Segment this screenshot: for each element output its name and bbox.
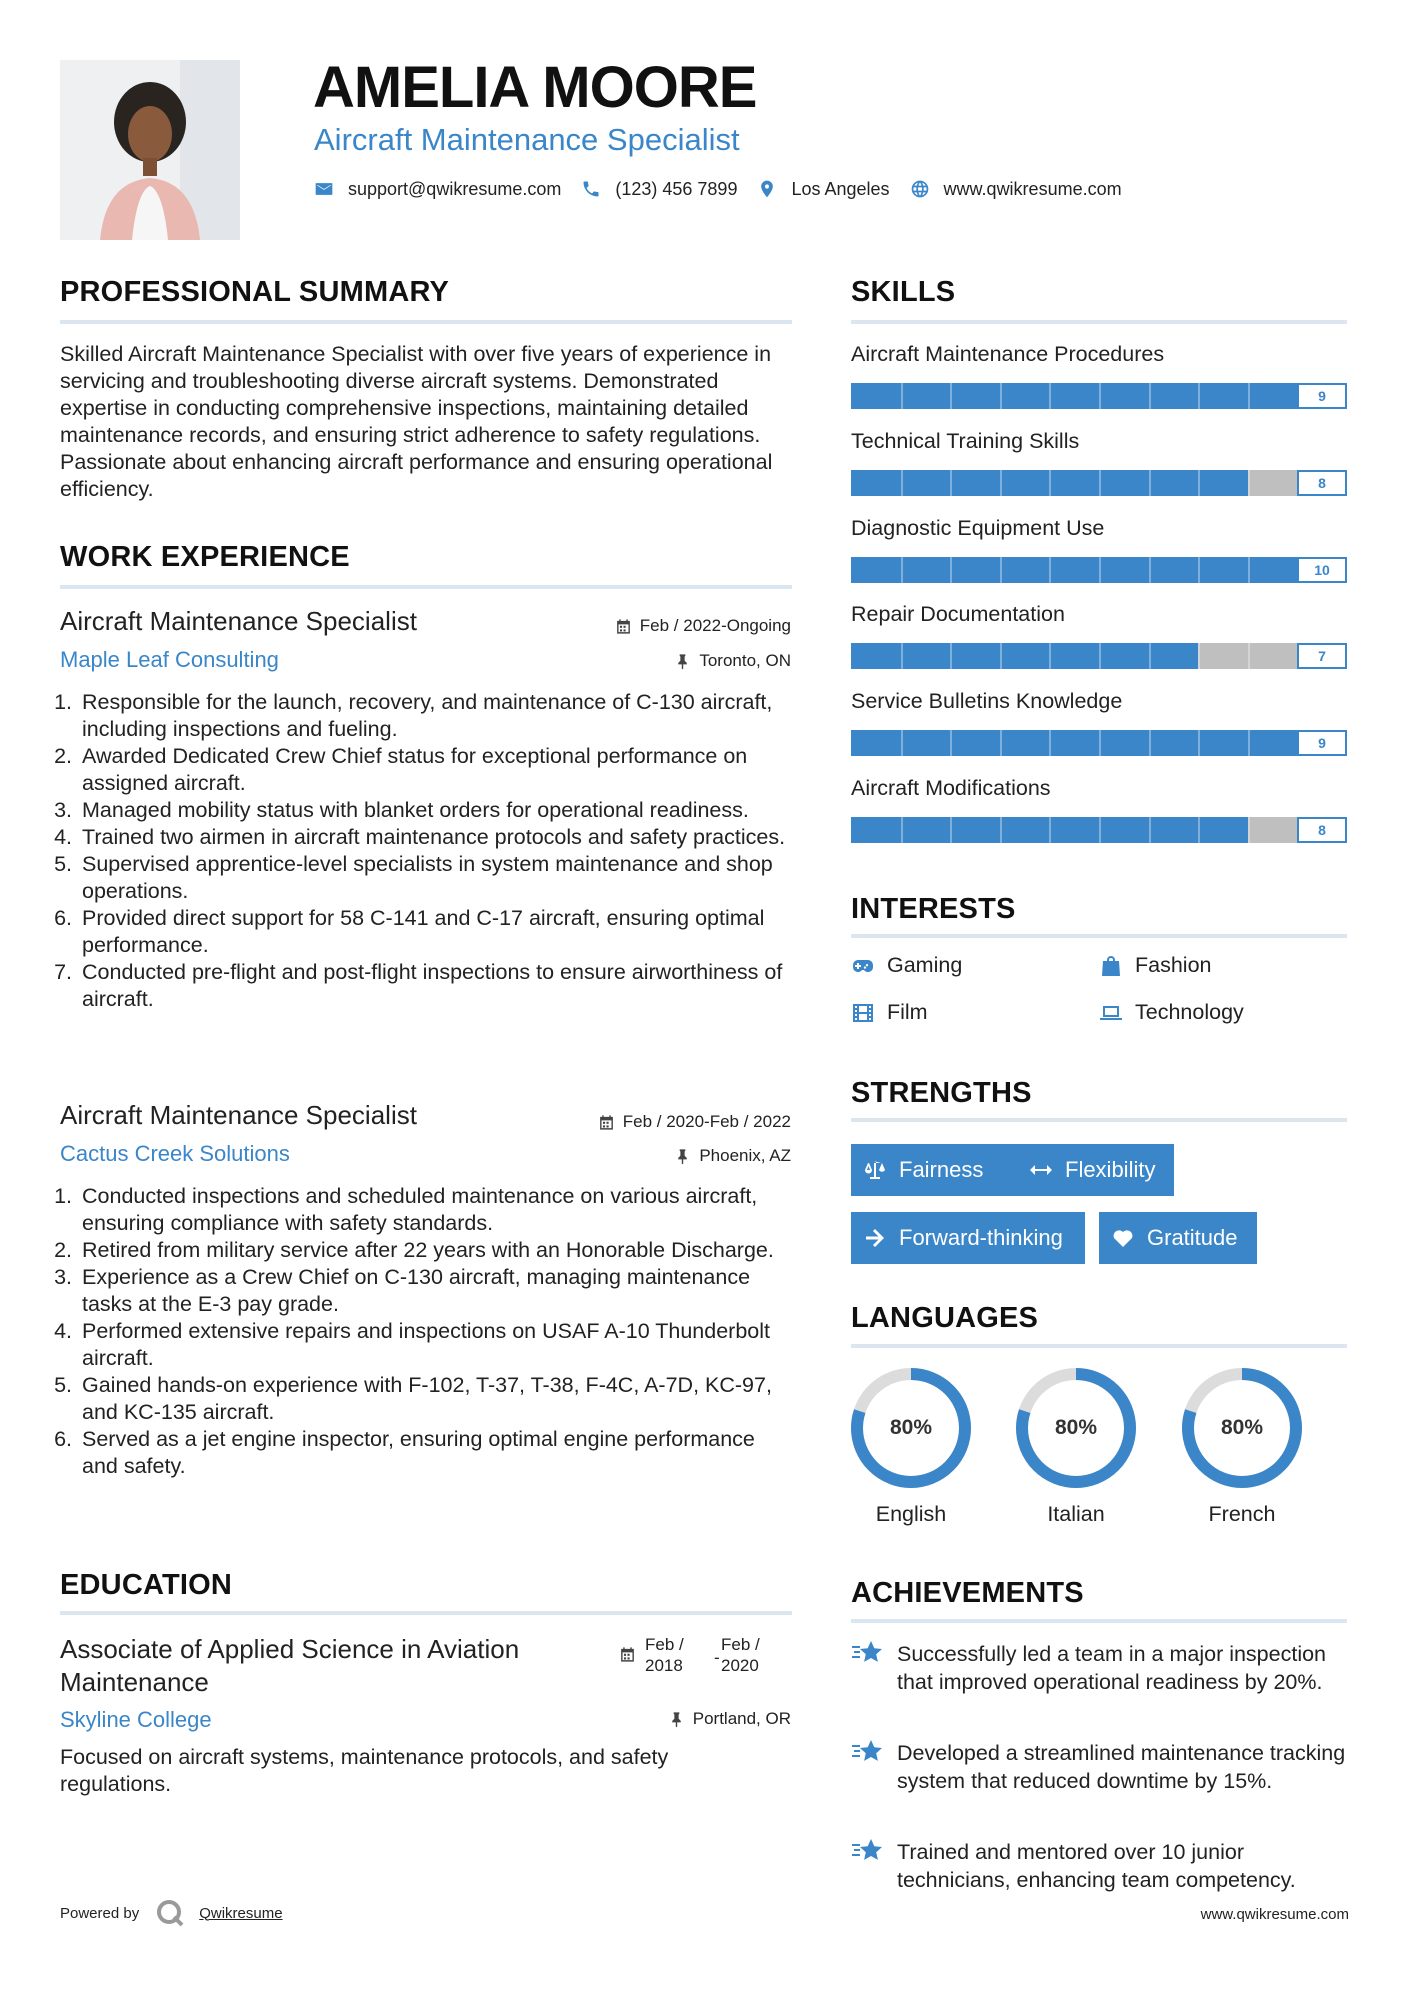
skill-segment-divider — [1099, 730, 1101, 756]
pushpin-icon — [674, 653, 691, 670]
achievement-text: Trained and mentored over 10 junior technicians, enhancing team competency. — [897, 1840, 1296, 1892]
envelope-icon — [314, 179, 334, 199]
experience-heading: WORK EXPERIENCE — [60, 541, 350, 573]
list-item: 3. Managed mobility status with blanket orders for operational readiness. — [78, 797, 794, 824]
job-company: Maple Leaf Consulting — [60, 647, 279, 672]
skill-segment-divider — [1149, 470, 1151, 496]
education-end — [721, 1634, 760, 1676]
education-start — [645, 1634, 684, 1676]
job-location-text: Toronto, ON — [699, 651, 791, 670]
skill-segment-divider — [1198, 643, 1200, 669]
skill-segment-divider — [1198, 470, 1200, 496]
skill-label: Diagnostic Equipment Use — [851, 516, 1105, 540]
education-location-text: Portland, OR — [692, 1709, 791, 1728]
strength-tag — [1099, 1212, 1257, 1264]
skill-score: 9 — [1297, 730, 1347, 756]
interest-label: Fashion — [1135, 953, 1212, 977]
skill-segment-divider — [1000, 817, 1002, 843]
job-title: Aircraft Maintenance Specialist — [60, 606, 417, 636]
skill-segment-divider — [950, 383, 952, 409]
skill-segment-divider — [1149, 730, 1151, 756]
job-location — [674, 1146, 791, 1166]
interest-label: Technology — [1135, 1000, 1244, 1024]
skill-segment-divider — [950, 730, 952, 756]
film-icon — [851, 1001, 875, 1025]
education-end-year: 2020 — [721, 1656, 759, 1675]
skill-segment-divider — [1099, 470, 1101, 496]
language-percent: 80% — [889, 1416, 933, 1439]
list-item: 1. Responsible for the launch, recovery, and maintenance of C-130 aircraft, including inspections and fueling. — [78, 689, 794, 743]
candidate-title: Aircraft Maintenance Specialist — [314, 122, 740, 157]
strength-label: Fairness — [899, 1157, 984, 1182]
strength-label: Gratitude — [1147, 1225, 1238, 1250]
skill-label: Aircraft Modifications — [851, 776, 1051, 800]
job-responsibilities — [60, 1183, 794, 1480]
strengths-heading: STRENGTHS — [851, 1077, 1032, 1109]
contact-bar — [314, 178, 1142, 200]
skill-segment-divider — [950, 643, 952, 669]
list-item: 6. Served as a jet engine inspector, ensuring optimal engine performance and safety. — [78, 1426, 794, 1480]
summary-rule — [60, 320, 792, 324]
achievement-item — [851, 1640, 1347, 1696]
skill-score: 8 — [1297, 817, 1347, 843]
education-start-month: Feb / — [645, 1635, 684, 1654]
profile-photo — [60, 60, 240, 240]
language-name: English — [875, 1502, 947, 1526]
shopping-bag-icon — [1099, 954, 1123, 978]
achievement-text: Developed a streamlined maintenance tracking system that reduced downtime by 15%. — [897, 1741, 1346, 1793]
skill-bar — [851, 817, 1347, 843]
skill-fill — [851, 643, 1198, 669]
job-dates-text: Feb / 2022-Ongoing — [639, 616, 791, 635]
skill-score: 8 — [1297, 470, 1347, 496]
skill-segment-divider — [901, 643, 903, 669]
globe-icon — [910, 179, 930, 199]
skill-label: Aircraft Maintenance Procedures — [851, 342, 1165, 366]
calendar-icon — [615, 618, 632, 635]
skill-segment-divider — [1000, 470, 1002, 496]
list-item: 4. Trained two airmen in aircraft maintenance protocols and safety practices. — [78, 824, 794, 851]
skill-segment-divider — [1149, 557, 1151, 583]
achievements-rule — [851, 1619, 1347, 1623]
phone-icon — [581, 179, 601, 199]
gamepad-icon — [851, 954, 875, 978]
job-location-text: Phoenix, AZ — [699, 1146, 791, 1165]
strength-tag — [851, 1144, 1017, 1196]
job-responsibilities — [60, 689, 794, 1013]
language-name: French — [1208, 1502, 1276, 1526]
achievements-heading: ACHIEVEMENTS — [851, 1577, 1084, 1609]
skill-segment-divider — [1149, 817, 1151, 843]
contact-phone[interactable] — [581, 179, 737, 200]
skill-bar — [851, 643, 1347, 669]
interest-label: Film — [887, 1000, 928, 1024]
interests-rule — [851, 934, 1347, 938]
language-name: Italian — [1047, 1502, 1105, 1526]
skill-segment-divider — [1248, 817, 1250, 843]
language-item — [1180, 1366, 1304, 1527]
skill-segment-divider — [1049, 730, 1051, 756]
skill-segment-divider — [1049, 470, 1051, 496]
skill-segment-divider — [1248, 470, 1250, 496]
skill-segment-divider — [901, 817, 903, 843]
skill-segment-divider — [1049, 817, 1051, 843]
strength-label: Flexibility — [1065, 1157, 1156, 1182]
skill-segment-divider — [901, 383, 903, 409]
language-item — [1014, 1366, 1138, 1527]
skill-fill — [851, 730, 1297, 756]
skill-score: 10 — [1297, 557, 1347, 583]
language-percent: 80% — [1054, 1416, 1098, 1439]
achievement-item — [851, 1739, 1347, 1795]
education-rule — [60, 1611, 792, 1615]
skill-segment-divider — [1000, 383, 1002, 409]
job-dates — [615, 616, 791, 636]
shooting-star-icon — [851, 1737, 885, 1767]
list-item: 5. Supervised apprentice-level specialists in system maintenance and shop operations. — [78, 851, 794, 905]
map-pin-icon — [757, 179, 777, 199]
skill-segment-divider — [1099, 643, 1101, 669]
skill-label: Technical Training Skills — [851, 429, 1080, 453]
list-item: 5. Gained hands-on experience with F-102, T-37, T-38, F-4C, A-7D, KC-97, and KC-135 aircraft. — [78, 1372, 794, 1426]
list-item: 2. Retired from military service after 22 years with an Honorable Discharge. — [78, 1237, 794, 1264]
skill-segment-divider — [1000, 730, 1002, 756]
summary-heading: PROFESSIONAL SUMMARY — [60, 276, 450, 308]
skill-segment-divider — [950, 817, 952, 843]
skill-segment-divider — [950, 470, 952, 496]
skill-segment-divider — [1000, 557, 1002, 583]
website-text: www.qwikresume.com — [943, 178, 1122, 199]
skill-segment-divider — [1248, 730, 1250, 756]
date-separator: - — [714, 1648, 720, 1667]
list-item: 3. Experience as a Crew Chief on C-130 aircraft, managing maintenance tasks at the E-3 pay grade. — [78, 1264, 794, 1318]
skill-segment-divider — [1099, 383, 1101, 409]
skill-segment-divider — [1149, 643, 1151, 669]
skill-segment-divider — [1149, 383, 1151, 409]
strength-label: Forward-thinking — [899, 1225, 1063, 1250]
scale-icon — [863, 1158, 887, 1182]
interest-item — [851, 1000, 928, 1025]
pushpin-icon — [674, 1148, 691, 1165]
heart-icon — [1111, 1226, 1135, 1250]
job-title: Aircraft Maintenance Specialist — [60, 1100, 417, 1130]
achievement-text: Successfully led a team in a major inspection that improved operational readiness by 20%. — [897, 1642, 1327, 1694]
skill-segment-divider — [1248, 383, 1250, 409]
skill-segment-divider — [901, 470, 903, 496]
location-text: Los Angeles — [791, 178, 890, 199]
languages-heading: LANGUAGES — [851, 1302, 1039, 1334]
email-text: support@qwikresume.com — [348, 178, 562, 199]
strength-tag — [851, 1212, 1085, 1264]
list-item: 6. Provided direct support for 58 C-141 and C-17 aircraft, ensuring optimal performance. — [78, 905, 794, 959]
skill-fill — [851, 383, 1297, 409]
language-percent: 80% — [1220, 1416, 1264, 1439]
skill-bar — [851, 557, 1347, 583]
skills-rule — [851, 320, 1347, 324]
contact-website[interactable] — [910, 179, 1122, 200]
skill-segment-divider — [1248, 557, 1250, 583]
footer-website[interactable]: www.qwikresume.com — [1200, 1906, 1349, 1923]
interest-item — [851, 953, 962, 978]
skills-heading: SKILLS — [851, 276, 956, 308]
skill-segment-divider — [1099, 817, 1101, 843]
brand-link[interactable]: Qwikresume — [199, 1904, 283, 1922]
education-heading: EDUCATION — [60, 1569, 233, 1601]
skill-segment-divider — [1198, 383, 1200, 409]
skill-segment-divider — [1198, 557, 1200, 583]
skill-score: 9 — [1297, 383, 1347, 409]
list-item: 7. Conducted pre-flight and post-flight inspections to ensure airworthiness of aircraft. — [78, 959, 794, 1013]
summary-text: Skilled Aircraft Maintenance Specialist with over five years of experience in servicing and troubleshooting diverse aircraft systems. Demonstrated expertise in conducting comprehensive inspections, maintaining detailed maintenance records, and ensuring strict adherence to safety regulations. Passionate about enhancing aircraft performance and ensuring operational efficiency. — [60, 342, 773, 501]
pushpin-icon — [668, 1711, 685, 1728]
skill-segment-divider — [1099, 557, 1101, 583]
shooting-star-icon — [851, 1836, 885, 1866]
contact-email[interactable] — [314, 179, 561, 200]
language-item — [849, 1366, 973, 1527]
interest-label: Gaming — [887, 953, 963, 977]
skill-score: 7 — [1297, 643, 1347, 669]
skill-segment-divider — [1248, 643, 1250, 669]
skill-label: Service Bulletins Knowledge — [851, 689, 1123, 713]
school-name: Skyline College — [60, 1707, 212, 1732]
job-company: Cactus Creek Solutions — [60, 1141, 290, 1166]
job-dates — [598, 1112, 791, 1132]
arrows-horizontal-icon — [1029, 1158, 1053, 1182]
strengths-rule — [851, 1118, 1347, 1122]
education-location — [668, 1709, 791, 1729]
skill-segment-divider — [1049, 383, 1051, 409]
arrow-right-icon — [863, 1226, 887, 1250]
contact-location — [757, 179, 889, 200]
achievement-item — [851, 1838, 1347, 1894]
education-end-month: Feb / — [721, 1635, 760, 1654]
interest-item — [1099, 953, 1212, 978]
languages-rule — [851, 1344, 1347, 1348]
skill-segment-divider — [1049, 557, 1051, 583]
skill-segment-divider — [901, 730, 903, 756]
interest-item — [1099, 1000, 1244, 1025]
skill-segment-divider — [901, 557, 903, 583]
skill-segment-divider — [1000, 643, 1002, 669]
list-item: 2. Awarded Dedicated Crew Chief status for exceptional performance on assigned aircraft. — [78, 743, 794, 797]
skill-segment-divider — [1198, 730, 1200, 756]
candidate-name: AMELIA MOORE — [313, 55, 757, 120]
skill-bar — [851, 383, 1347, 409]
strength-tag — [1017, 1144, 1174, 1196]
list-item: 1. Conducted inspections and scheduled maintenance on various aircraft, ensuring compliance with safety standards. — [78, 1183, 794, 1237]
degree-title: Associate of Applied Science in Aviation Maintenance — [60, 1634, 520, 1697]
shooting-star-icon — [851, 1638, 885, 1668]
education-start-year: 2018 — [645, 1656, 683, 1675]
phone-text: (123) 456 7899 — [615, 178, 738, 199]
skill-segment-divider — [950, 557, 952, 583]
footer-branding — [60, 1898, 283, 1928]
calendar-icon — [619, 1646, 636, 1663]
list-item: 4. Performed extensive repairs and inspections on USAF A-10 Thunderbolt aircraft. — [78, 1318, 794, 1372]
qwikresume-logo-icon — [155, 1898, 185, 1928]
interests-heading: INTERESTS — [851, 893, 1016, 925]
skill-bar — [851, 730, 1347, 756]
experience-rule — [60, 585, 792, 589]
skill-bar — [851, 470, 1347, 496]
job-dates-text: Feb / 2020-Feb / 2022 — [622, 1112, 791, 1131]
laptop-icon — [1099, 1001, 1123, 1025]
skill-segment-divider — [1198, 817, 1200, 843]
skill-label: Repair Documentation — [851, 602, 1065, 626]
skill-segment-divider — [1049, 643, 1051, 669]
powered-by-text: Powered by — [60, 1904, 140, 1922]
education-description: Focused on aircraft systems, maintenance protocols, and safety regulations. — [60, 1745, 669, 1796]
calendar-icon — [598, 1114, 615, 1131]
job-location — [674, 651, 791, 671]
